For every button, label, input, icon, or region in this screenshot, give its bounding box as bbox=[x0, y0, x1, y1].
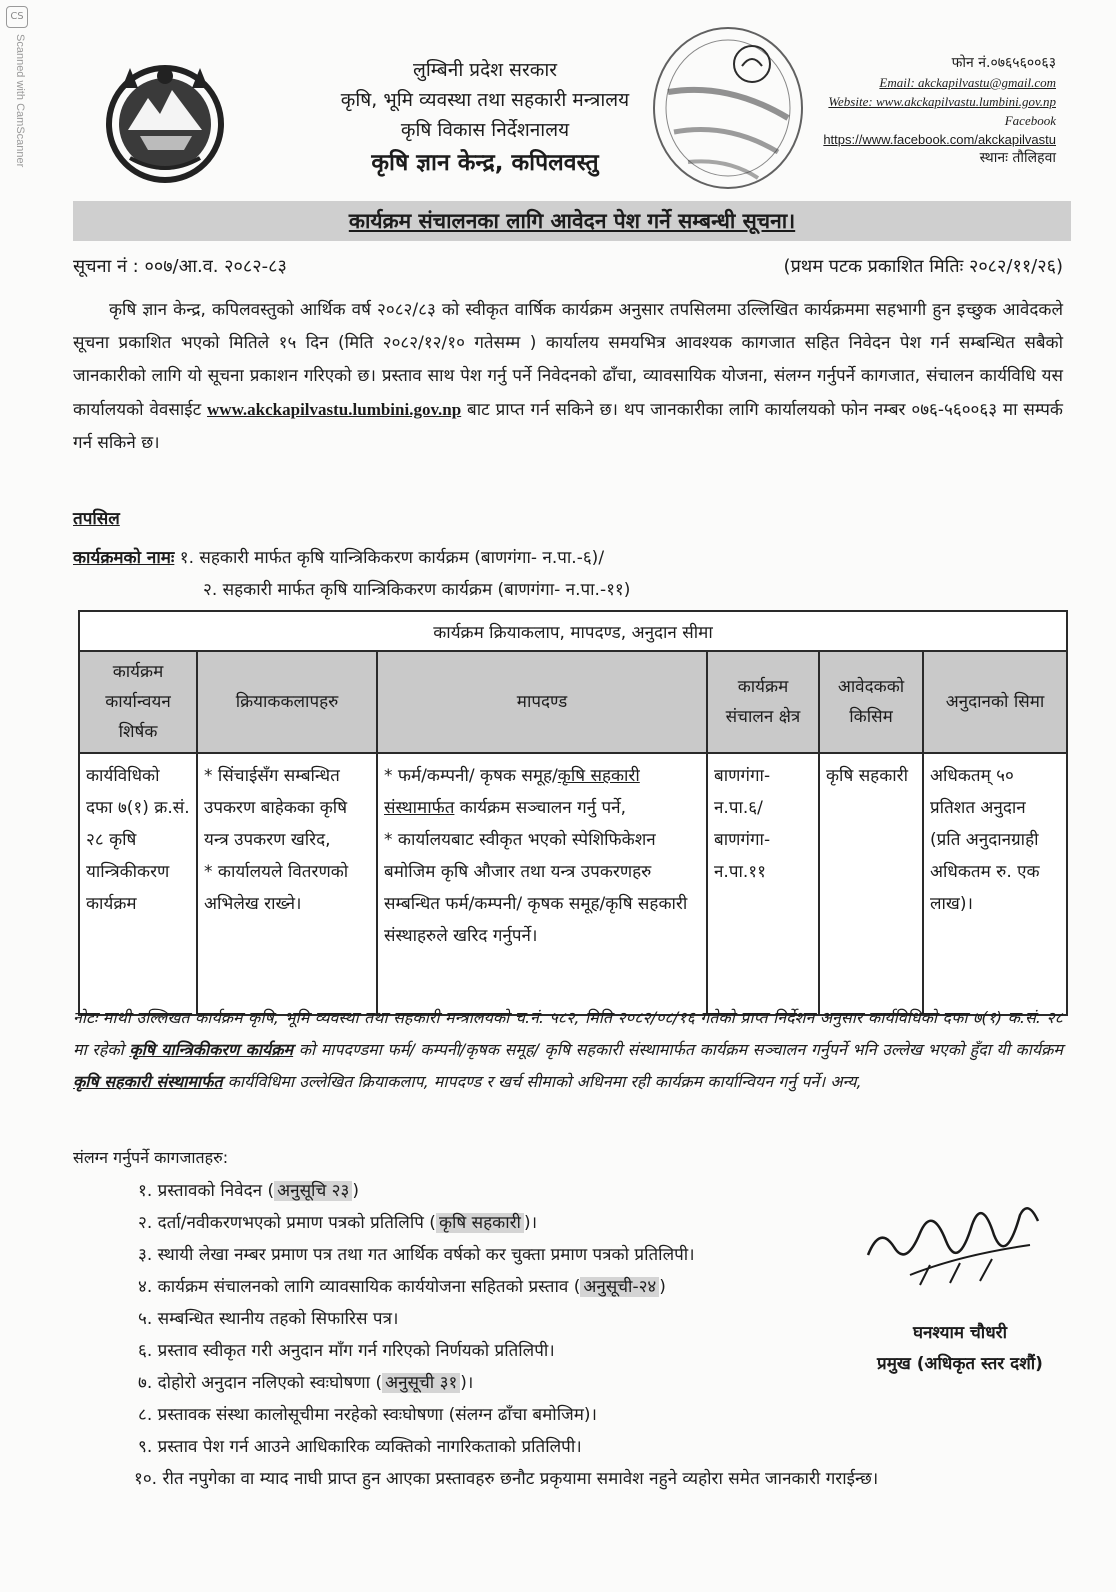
camscanner-watermark: Scanned with CamScanner bbox=[14, 34, 26, 168]
doc-7-highlight: अनुसूची ३१ bbox=[382, 1373, 460, 1393]
office-location: स्थानः तौलिहवा bbox=[979, 150, 1056, 166]
cell-activities bbox=[197, 753, 377, 1015]
activity-2: * कार्यालयले वितरणको अभिलेख राख्ने। bbox=[204, 862, 349, 914]
criteria-1-post: कार्यक्रम सञ्चालन गर्नु पर्ने, bbox=[454, 798, 626, 818]
program-item-2: २. सहकारी मार्फत कृषि यान्त्रिकिकरण कार्यक्रम (बाणगंगा- न.पा.-११) bbox=[203, 580, 631, 600]
note-text-3: कार्यविधिमा उल्लेखित क्रियाकलाप, मापदण्ड र खर्च सीमाको अधिनमा रही कार्यक्रम कार्यान्वियन गर्नु पर्ने। अन्य, bbox=[222, 1072, 862, 1091]
program-item-1: १. सहकारी मार्फत कृषि यान्त्रिकिकरण कार्यक्रम (बाणगंगा- न.पा.-६)/ bbox=[179, 548, 605, 568]
doc-1-highlight: अनुसूचि २३ bbox=[274, 1181, 352, 1201]
documents-heading: संलग्न गर्नुपर्ने कागजातहरु: bbox=[73, 1148, 229, 1167]
reference-line bbox=[73, 254, 1063, 284]
office-website[interactable]: Website: www.akckapilvastu.lumbini.gov.np bbox=[828, 94, 1056, 109]
program-label: कार्यक्रमको नामः bbox=[73, 548, 175, 568]
note-paragraph bbox=[73, 1002, 1063, 1098]
cell-grant-limit: अधिकतम् ५० प्रतिशत अनुदान (प्रति अनुदानग्राही अधिकतम रु. एक लाख)। bbox=[923, 753, 1067, 1015]
note-text-1: नोटः माथी उल्लिखत कार्यक्रम कृषि, भूमि व्यवस्था तथा सहकारी मन्त्रालयको च.नं. ५८२, मिति २०८२/०८/१६ गतेको प्राप्त निर्देशन अनुसार कार्यविधिको दफा ७(१) क.सं. २८ मा रहेको bbox=[73, 1008, 1063, 1059]
camscanner-badge: CS bbox=[6, 6, 28, 28]
office-phone: फोन नं.०७६५६००६३ bbox=[951, 55, 1056, 71]
ministry-name: कृषि, भूमि व्यवस्था तथा सहकारी मन्त्रालय bbox=[340, 89, 630, 111]
office-header bbox=[330, 55, 640, 181]
list-item: ६. प्रस्ताव स्वीकृत गरी अनुदान माँग गर्न गरिएको निर्णयको प्रतिलिपी। bbox=[138, 1341, 555, 1361]
government-emblem-icon bbox=[100, 58, 230, 186]
list-item: १०. रीत नपुगेका वा म्याद नाघी प्राप्त हुन आएका प्रस्तावहरु छनौट प्रकृयामा समावेश नहुने व्यहोरा समेत जानकारी गराईन्छ। bbox=[134, 1469, 879, 1489]
list-item: ५. सम्बन्धित स्थानीय तहको सिफारिस पत्र। bbox=[138, 1309, 399, 1329]
doc-2-pre: २. दर्ता/नवीकरणभएको प्रमाण पत्रको प्रतिलिपि ( bbox=[138, 1213, 436, 1233]
note-underlined-2: कृषि सहकारी संस्थामार्फत bbox=[73, 1072, 223, 1091]
contact-block bbox=[766, 54, 1056, 168]
cell-criteria bbox=[377, 753, 707, 1015]
doc-4-pre: ४. कार्यक्रम संचालनको लागि व्यावसायिक कार्ययोजना सहितको प्रस्ताव ( bbox=[138, 1277, 581, 1297]
province-government: लुम्बिनी प्रदेश सरकार bbox=[412, 59, 558, 81]
doc-2-post: )। bbox=[523, 1213, 538, 1233]
cell-title: कार्यविधिको दफा ७(१) क्र.सं. २८ कृषि यान्त्रिकीकरण कार्यक्रम bbox=[79, 753, 197, 1015]
program-table bbox=[78, 610, 1068, 1016]
facebook-link[interactable]: https://www.facebook.com/akckapilvastu bbox=[823, 132, 1056, 147]
handwritten-signature-icon bbox=[860, 1185, 1050, 1295]
notice-number: सूचना नं : ००७/आ.व. २०८२-८३ bbox=[73, 256, 287, 277]
header-applicant-col: आवेदकको किसिम bbox=[819, 651, 923, 753]
header-criteria-col: मापदण्ड bbox=[377, 651, 707, 753]
doc-2-highlight: कृषि सहकारी bbox=[436, 1213, 524, 1233]
body-text-a: कृषि ज्ञान केन्द्र, कपिलवस्तुको आर्थिक वर्ष २०८२/८३ को स्वीकृत वार्षिक कार्यक्रम अनुसार तपसिलमा उल्लिखित कार्यक्रममा सहभागी हुन इच्छुक आवेदकले सूचना प्रकाशित भएको मितिले १५ दिन (मिति २०८२/१२/१० गतेसम्म ) कार्यालय समयभित्र आवश्यक कागजात सहित निवेदन पेश गर्न सम्बन्धित सबैको जानकारीको लागि यो सूचना प्रकाशन गरिएको छ। प्रस्ताव साथ पेश गर्नु पर्ने निवेदनको ढाँचा, व्यावसायिक योजना, संलग्न गर्नुपर्ने कागजात, संचालन कार्यविधि यस कार्यालयको वेवसाईट bbox=[73, 300, 1063, 420]
table-row bbox=[79, 753, 1067, 1015]
criteria-1-pre: * फर्म/कम्पनी/ कृषक समूह/ bbox=[384, 766, 558, 786]
office-name: कृषि ज्ञान केन्द्र, कपिलवस्तु bbox=[371, 150, 599, 176]
signatory-name: घनश्याम चौधरी bbox=[912, 1323, 1008, 1343]
list-item: ९. प्रस्ताव पेश गर्न आउने आधिकारिक व्यक्तिको नागरिकताको प्रतिलिपी। bbox=[138, 1437, 582, 1457]
header-title-col: कार्यक्रम कार्यान्वयन शिर्षक bbox=[79, 651, 197, 753]
publish-date: (प्रथम पटक प्रकाशित मितिः २०८२/११/२६) bbox=[783, 256, 1063, 277]
directorate-name: कृषि विकास निर्देशनालय bbox=[400, 119, 570, 141]
activity-1: * सिंचाईसँग सम्बन्धित उपकरण बाहेकका कृषि यन्त्र उपकरण खरिद, bbox=[204, 766, 348, 850]
signatory-block bbox=[860, 1318, 1060, 1380]
header-grant-limit-col: अनुदानको सिमा bbox=[923, 651, 1067, 753]
note-text-2: को मापदण्डमा फर्म/ कम्पनी/कृषक समूह/ कृषि सहकारी संस्थामार्फत कार्यक्रम सञ्चालन गर्नुपर्ने भनि उल्लेख भएको हुँदा यी कार्यक्रम bbox=[293, 1040, 1063, 1059]
criteria-2: * कार्यालयबाट स्वीकृत भएको स्पेशिफिकेशन बमोजिम कृषि औजार तथा यन्त्र उपकरणहरु सम्बन्धित फर्म/कम्पनी/ कृषक समूह/कृषि सहकारी संस्थाहरुले खरिद गर्नुपर्ने। bbox=[384, 830, 688, 946]
table-header-row bbox=[79, 651, 1067, 753]
doc-4-post: ) bbox=[659, 1277, 666, 1297]
doc-1-post: ) bbox=[352, 1181, 359, 1201]
notice-body bbox=[73, 294, 1063, 460]
header-activities-col: क्रियाककलापहरु bbox=[197, 651, 377, 753]
body-text-b: बाट प्राप्त गर्न सकिने छ। थप जानकारीका लागि कार्यालयको फोन नम्बर ०७६-५६००६३ मा सम्पर्क गर्न सकिने छ। bbox=[73, 400, 1063, 453]
doc-4-highlight: अनुसूची-२४ bbox=[580, 1277, 659, 1297]
doc-1-pre: १. प्रस्तावको निवेदन ( bbox=[138, 1181, 275, 1201]
cell-applicant-type: कृषि सहकारी bbox=[819, 753, 923, 1015]
note-underlined-1: कृषि यान्त्रिकीकरण कार्यक्रम bbox=[129, 1040, 294, 1059]
website-link[interactable]: www.akckapilvastu.lumbini.gov.np bbox=[207, 400, 462, 419]
facebook-label: Facebook bbox=[1004, 113, 1056, 128]
list-item: ८. प्रस्तावक संस्था कालोसूचीमा नरहेको स्वःघोषणा (संलग्न ढाँचा बमोजिम)। bbox=[138, 1405, 597, 1425]
header-area-col: कार्यक्रम संचालन क्षेत्र bbox=[707, 651, 819, 753]
details-heading: तपसिल bbox=[73, 509, 120, 529]
program-names bbox=[73, 542, 1063, 606]
table-caption: कार्यक्रम क्रियाकलाप, मापदण्ड, अनुदान सीमा bbox=[79, 611, 1067, 651]
notice-title: कार्यक्रम संचालनका लागि आवेदन पेश गर्ने सम्बन्धी सूचना। bbox=[348, 209, 796, 233]
criteria-1 bbox=[384, 760, 700, 824]
doc-7-pre: ७. दोहोरो अनुदान नलिएको स्वःघोषणा ( bbox=[138, 1373, 383, 1393]
office-email[interactable]: Email: akckapilvastu@gmail.com bbox=[879, 75, 1056, 90]
signatory-title: प्रमुख (अधिकृत स्तर दशौं) bbox=[877, 1354, 1043, 1374]
doc-7-post: )। bbox=[460, 1373, 474, 1393]
cell-area: बाणगंगा- न.पा.६/ बाणगंगा- न.पा.११ bbox=[707, 753, 819, 1015]
criteria-1-underlined: कृषि सहकारी संस्थामार्फत bbox=[384, 766, 640, 818]
list-item: ३. स्थायी लेखा नम्बर प्रमाण पत्र तथा गत आर्थिक वर्षको कर चुक्ता प्रमाण पत्रको प्रतिलिपी। bbox=[138, 1245, 695, 1265]
notice-title-bar bbox=[73, 201, 1071, 241]
